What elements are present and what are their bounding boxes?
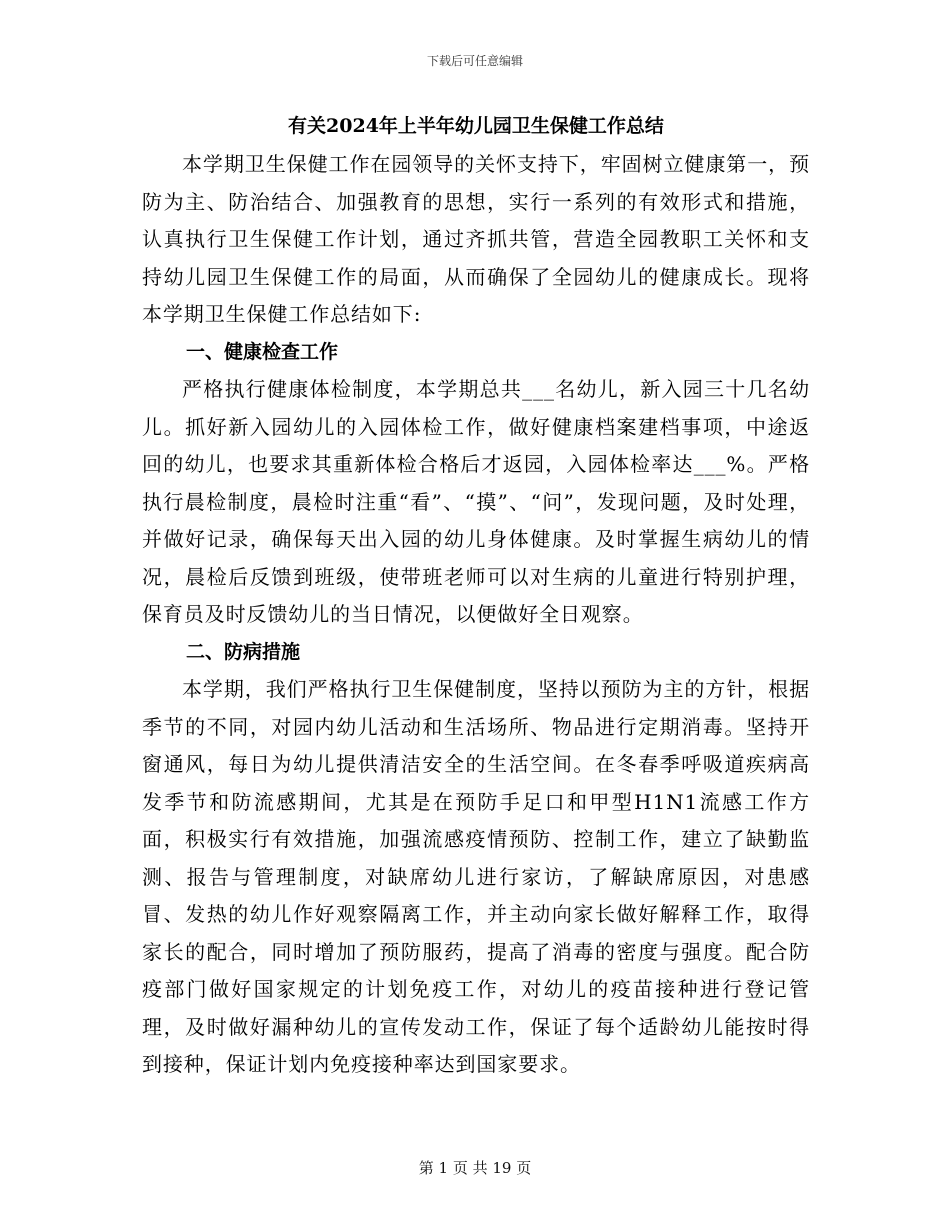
header-note: 下载后可任意编辑 — [426, 54, 523, 68]
document-title: 有关2024年上半年幼儿园卫生保健工作总结 — [288, 115, 664, 137]
section-paragraph-disease-prevention: 本学期，我们严格执行卫生保健制度，坚持以预防为主的方针，根据季节的不同，对园内幼儿活动和生活场所、物品进行定期消毒。坚持开窗通风，每日为幼儿提供清洁安全的生活空间。在冬春季呼吸道疾病高发季节和防流感期间，尤其是在预防手足口和甲型H1N1流感工作方面，积极实行有效措施，加强流感疫情预防、控制工作，建立了缺勤监测、报告与管理制度，对缺席幼儿进行家访，了解缺席原因，对患感冒、发热的幼儿作好观察隔离工作，并主动向家长做好解释工作，取得家长的配合，同时增加了预防服药，提高了消毒的密度与强度。配合防疫部门做好国家规定的计划免疫工作，对幼儿的疫苗接种进行登记管理，及时做好漏种幼儿的宣传发动工作，保证了每个适龄幼儿能按时得到接种，保证计划内免疫接种率达到国家要求。 — [142, 677, 810, 1076]
section-heading-health-check: 一、健康检查工作 — [186, 340, 339, 363]
intro-paragraph: 本学期卫生保健工作在园领导的关怀支持下，牢固树立健康第一，预防为主、防治结合、加强教育的思想，实行一系列的有效形式和措施，认真执行卫生保健工作计划，通过齐抓共管，营造全园教职工关怀和支持幼儿园卫生保健工作的局面，从而确保了全园幼儿的健康成长。现将本学期卫生保健工作总结如下: — [142, 152, 810, 326]
page-indicator: 第 1 页 共 19 页 — [418, 1159, 532, 1177]
section-paragraph-health-check: 严格执行健康体检制度，本学期总共___名幼儿，新入园三十几名幼儿。抓好新入园幼儿的入园体检工作，做好健康档案建档事项，中途返回的幼儿，也要求其重新体检合格后才返园，入园体检率达___%。严格执行晨检制度，晨检时注重“看”、“摸”、“问”，发现问题，及时处理，并做好记录，确保每天出入园的幼儿身体健康。及时掌握生病幼儿的情况，晨检后反馈到班级，使带班老师可以对生病的儿童进行特别护理，保育员及时反馈幼儿的当日情况，以便做好全日观察。 — [142, 377, 810, 626]
document-body — [142, 108, 810, 1084]
section-heading-disease-prevention: 二、防病措施 — [186, 640, 301, 663]
